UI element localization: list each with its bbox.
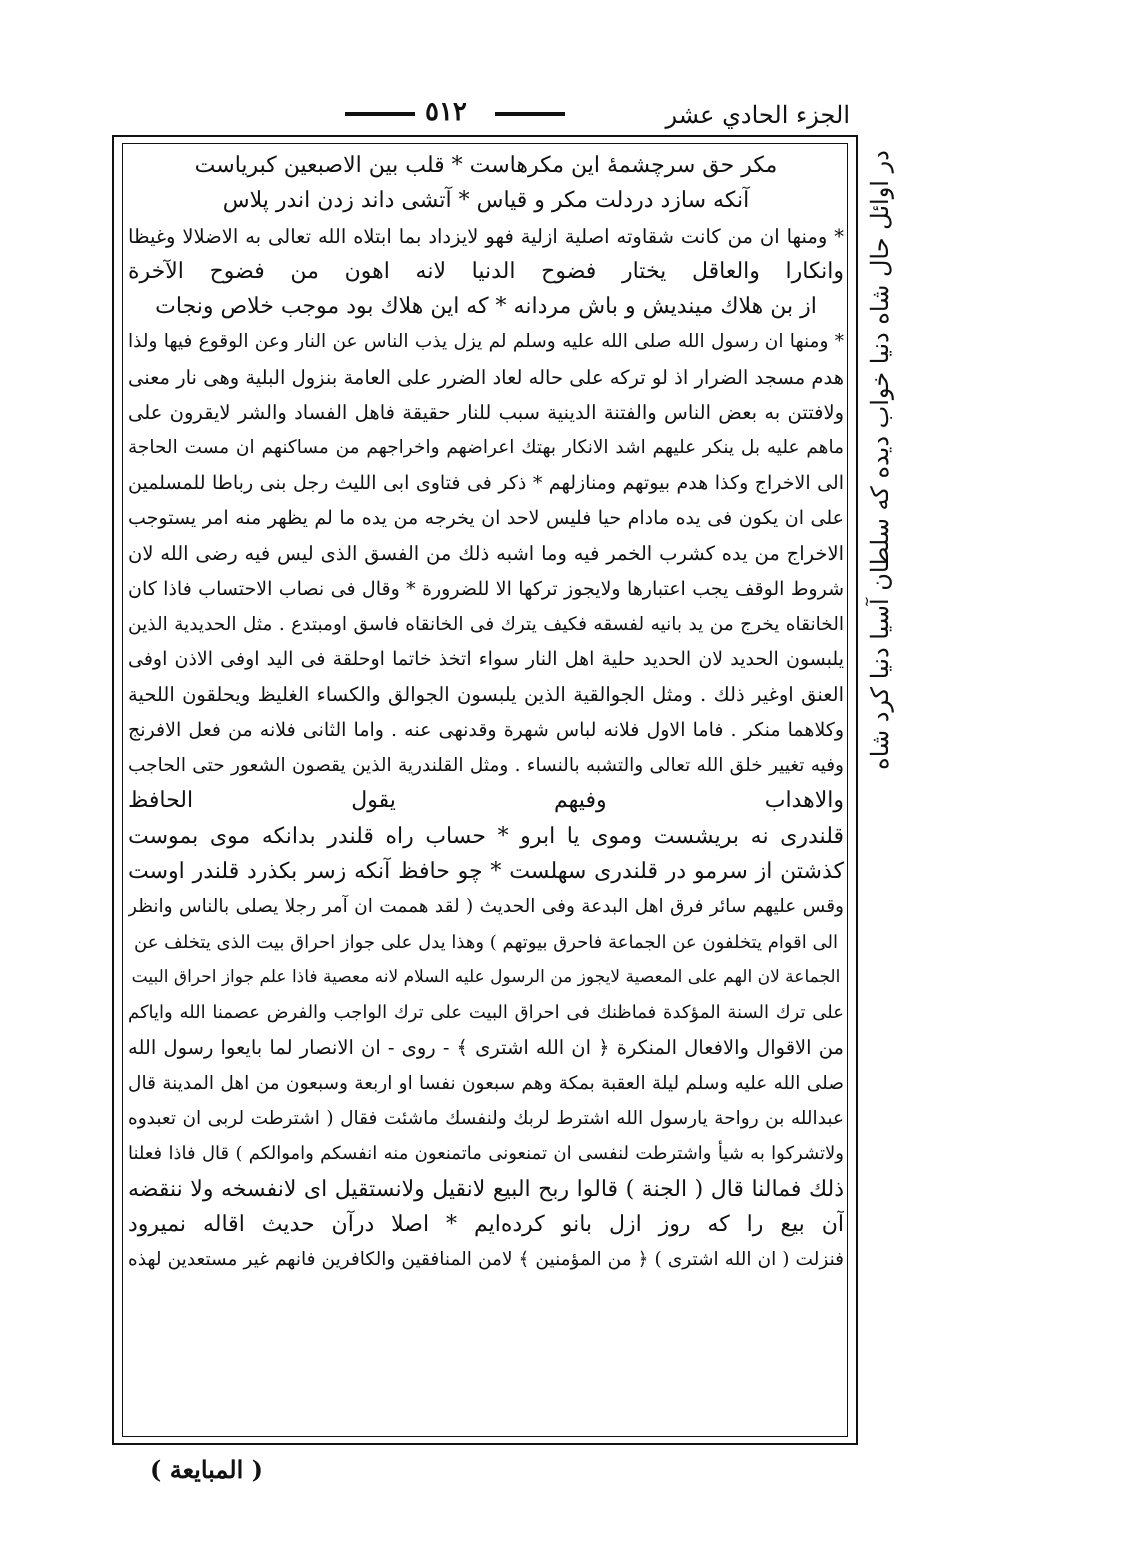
text-line: علی ان یکون فی یده مادام حیا فلیس لاحد ان یخرجه من یده ما لم یظهر منه امر یستوجب <box>128 506 844 529</box>
text-line: الجماعة لان الهم علی المعصیة لایجوز من الرسول علیه السلام لانه معصیة فاذا علم جواز احراق البیت <box>131 966 841 987</box>
text-line: العنق اوغیر ذلك . ومثل الجوالقیة الذین یلبسون الجوالق والکساء الغلیظ ویحلقون اللحیة <box>128 683 844 707</box>
text-line: صلی الله علیه وسلم لیلة العقبة بمکة وهم سبعون نفسا او اربعة وسبعون من اهل المدینة قال <box>128 1072 844 1094</box>
text-line: الخانقاه یخرج من ید بانیه لفسقه فکیف یترك فی الخانقاه فاسق اومبتدع . مثل الحدیدیة الذین <box>128 613 844 635</box>
text-line: آن بیع را که روز ازل بانو کرده‌ایم * اصلا درآن حدیث اقاله نمیرود <box>128 1211 844 1237</box>
main-text <box>128 148 844 1433</box>
text-line: وفیه تغییر خلق الله تعالی والتشبه بالنساء . ومثل القلندریة الذین یقصون الشعور حتی الحاجب <box>128 755 844 777</box>
text-line: * ومنها ان من کانت شقاوته اصلیة ازلیة فهو لایزداد بما ابتلاه الله تعالی به الاضلالا وغیظا <box>128 224 844 248</box>
page-number: ٥١٢ <box>425 97 467 127</box>
text-line: شروط الوقف یجب اعتبارها ولایجوز ترکها الا للضرورة * وقال فی نصاب الاحتساب فاذا کان <box>128 577 844 600</box>
text-line: وانکارا والعاقل یختار فضوح الدنیا لانه اهون من فضوح الآخرة <box>128 258 844 284</box>
text-line: الی اقوام یتخلفون عن الجماعة فاحرق بیوتهم ) وهذا یدل علی جواز احراق بیت الذی یتخلف عن <box>134 931 838 953</box>
text-line: مکر حق سرچشمهٔ این مکرهاست * قلب بین الاصبعین کبریاست <box>194 153 778 178</box>
text-line: الی الاخراج وکذا هدم بیوتهم ومنازلهم * ذکر فی فتاوی ابی اللیث رجل بنی رباطا للمسلمین <box>128 471 844 494</box>
text-line: الاخراج من یده کشرب الخمر فیه وما اشبه ذلك من الفسق الذی لیس فیه رضی الله لان <box>128 542 844 566</box>
text-line: علی ترك السنة المؤکدة فماظنك فی احراق البیت علی ترك الواجب والفرض عصمنا الله وایاکم <box>128 1002 844 1024</box>
text-line: ولاتشرکوا به شیأ واشترطت لنفسی ان تمنعونی ماتمنعون منه انفسکم واموالکم ) قال فاذا فعلنا <box>128 1143 844 1165</box>
text-line <box>128 1313 844 1348</box>
ornament-left <box>345 112 415 116</box>
text-line: * ومنها ان رسول الله صلی الله علیه وسلم لم یزل یذب الناس عن النار وعن الوقوع فیها ولذا <box>128 331 844 353</box>
text-line: یلبسون الحدید لان الحدید حلیة اهل النار سواء اتخذ خاتما اوحلقة فی الید اوفی الاذن اوفی <box>128 648 844 671</box>
ornament-right <box>495 112 565 116</box>
text-line <box>128 1383 844 1418</box>
text-line: ولافتتن به بعض الناس والفتنة الدینیة سبب للنار حقیقة فاهل الفساد والشر لایقرون علی <box>128 401 844 425</box>
margin-note <box>850 150 910 770</box>
margin-note-text: در اوائل حال شاه دنیا خواب دیده که سلطان آسیا دنیا کرد شاه <box>866 150 894 770</box>
text-line <box>128 1348 844 1383</box>
text-line: وکلاهما منکر . فاما الاول فلانه لباس شهرة وقدنهی عنه . واما الثانی فلانه من فعل الافرنج <box>128 718 844 741</box>
text-line: فنزلت ( ان الله اشتری ) ﴿ من المؤمنین ﴾ لامن المنافقین والکافرین فانهم غیر مستعدین لهذه <box>128 1249 844 1271</box>
text-line: ماهم علیه بل ینکر علیهم اشد الانکار بهتك اعراضهم واخراجهم من مساکنهم ان مست الحاجة <box>128 437 844 459</box>
text-line: والاهداب وفیهم یقول الحافظ <box>128 788 844 814</box>
text-line: عبدالله بن رواحة یارسول الله اشترط لربك ولنفسك ماشئت فقال ( اشترطت لربی ان تعبدوه <box>128 1108 844 1130</box>
text-line: من الاقوال والافعال المنکرة ﴿ ان الله اشتری ﴾ - روی - ان الانصار لما بایعوا رسول الله <box>128 1036 844 1060</box>
catchword: ( المبایعة ) <box>150 1455 263 1484</box>
text-line: ذلك فمالنا قال ( الجنة ) قالوا ربح البیع لانقیل ولانستقیل ای لانفسخه ولا ننقضه <box>128 1176 844 1202</box>
text-line: کذشتن از سرمو در قلندری سهلست * چو حافظ آنکه زسر بکذرد قلندر اوست <box>128 858 844 884</box>
page-header <box>110 95 850 135</box>
text-line <box>128 1278 844 1313</box>
text-line: هدم مسجد الضرار اذ لو ترکه علی حاله لعاد الضرر علی العامة بنزول البلیة وهی نار معنی <box>128 365 844 389</box>
text-line: وقس علیهم سائر فرق اهل البدعة وفی الحدیث ( لقد هممت ان آمر رجلا یصلی بالناس وانظر <box>128 896 844 918</box>
text-line: قلندری نه بریشست وموی یا ابرو * حساب راه قلندر بدانکه موی بموست <box>128 823 844 849</box>
volume-title: الجزء الحادي عشر <box>665 101 850 129</box>
text-line: از بن هلاك میندیش و باش مردانه * که این هلاك بود موجب خلاص ونجات <box>155 294 817 320</box>
text-line: آنکه سازد دردلت مکر و قیاس * آتشی داند زدن اندر پلاس <box>222 188 750 214</box>
